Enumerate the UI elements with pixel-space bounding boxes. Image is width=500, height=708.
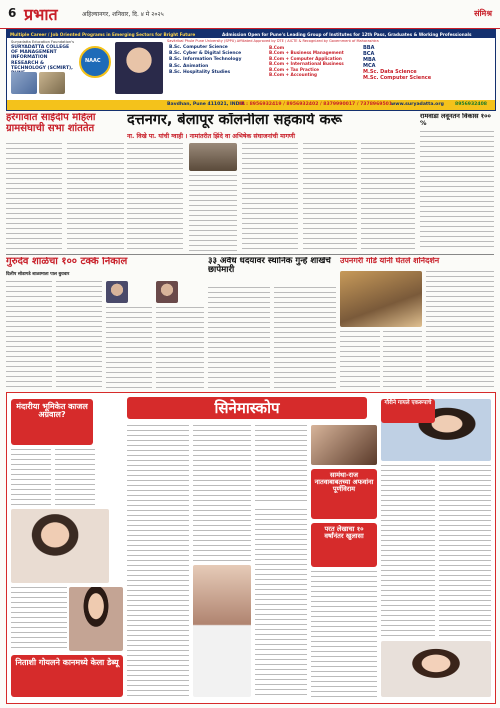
story-ramwada — [420, 113, 494, 251]
cinema-kajal-headline-box — [11, 399, 93, 445]
story-headline: गुरुदेव शाळेचा १०० टक्के निकाल — [6, 257, 128, 267]
ad-college-name: SURYADATTA COLLEGE OF MANAGEMENT INFORMATION RESEARCH & TECHNOLOGY (SCMIRT), — [11, 45, 73, 71]
main-headline: दत्तनगर, बेलापूर कॉलनीला सहकार्य करू — [127, 113, 342, 128]
cinema-gauri-headline-box — [381, 399, 435, 423]
ad-campus-photo-2 — [39, 72, 65, 94]
ad-affiliation: Savitribai Phule Pune University (SPPU) Affiliated Approved by DTE / AICTE & Recognized by Government of Maharashtra — [167, 39, 379, 43]
cinema-banner — [127, 397, 367, 419]
main-story-body — [189, 175, 237, 251]
actress-photo-nitashi — [69, 587, 123, 651]
story-body-text — [274, 287, 336, 389]
course-item: B.Com + Tax Practice — [269, 66, 320, 72]
ad-top-strip — [7, 30, 495, 38]
course-item: B.Sc. Computer Science — [169, 45, 228, 50]
story-body-text — [156, 307, 204, 389]
cinema-headline: सामंथा-राज नातवाबाबतच्या अफवांना पूर्णविराम — [314, 471, 374, 493]
ad-person-photo — [115, 42, 163, 94]
course-item: B.Sc. Cyber & Digital Science — [169, 51, 242, 57]
story-body-text — [381, 465, 435, 637]
cinema-headline: मंदारीया भूमिकेत काजल अग्रवाल? — [16, 402, 88, 420]
story-illegal-business — [208, 257, 336, 389]
naac-badge — [79, 46, 111, 78]
cinema-headline: परत लेखाचा १० वर्षांनंतर खुलासा — [324, 525, 364, 540]
main-story-body — [361, 143, 415, 251]
dateline: अहिल्यानगर, शनिवार, दि. ४ मे २०२५ — [82, 11, 164, 18]
ad-website: www.suryadatta.org — [391, 102, 444, 107]
story-body-text — [439, 465, 491, 637]
cinema-section — [6, 392, 496, 704]
course-item: M.Sc. Data Science — [363, 69, 417, 75]
story-body-text — [426, 271, 494, 389]
page-header — [0, 0, 500, 29]
cinema-banner-title: सिनेमास्कोप — [214, 399, 280, 417]
story-headline: उपनगरी गोंडे यांनी घेतले शनिदर्शन — [340, 257, 440, 265]
main-story-body — [303, 143, 357, 251]
course-item: B.Sc. Animation — [169, 63, 209, 69]
story-mahila-gramsangh — [6, 113, 124, 251]
story-body-text — [208, 287, 270, 389]
actress-photo-center — [193, 565, 251, 697]
student-photo — [156, 281, 178, 303]
course-item: MBA — [363, 57, 376, 63]
story-body-text — [255, 509, 307, 697]
course-item: BBA — [363, 45, 375, 51]
course-item: B.Com — [269, 45, 285, 50]
story-body-text — [55, 449, 95, 505]
cinema-headline: गौरीने गायले एकरूपाचे — [384, 400, 432, 406]
story-body-text — [340, 331, 380, 389]
story-headline: हरेगावात साईदीप महिला ग्रामसंघाची सभा शांततेत — [6, 113, 96, 134]
story-headline: ३३ अवैध धंदयांवर स्थानिक गुन्हे शाखेचे छापेमारी — [208, 257, 331, 276]
course-item: M.Sc. Computer Science — [363, 75, 432, 81]
ad-course-list-1 — [169, 45, 264, 76]
ad-strip-left: Multiple Career / Job Oriented Programs in Emerging Sectors for Bright Future — [10, 31, 196, 37]
story-body-text — [127, 425, 189, 697]
ad-course-list-3 — [363, 45, 491, 81]
story-headline: रामवाडा लवूनतन विकास १०० % — [420, 113, 491, 127]
main-subheadline: ना. विखे पा. यांची ग्वाही । नामांतरीत झिंदे वा अभिषेक संघाजनांची मागणी — [127, 133, 295, 141]
story-body-text — [11, 587, 67, 651]
story-body-text — [6, 281, 52, 389]
story-body-text — [67, 143, 124, 251]
cinema-samantha-headline-box — [311, 469, 377, 519]
ad-strip-right: Admission Open for Pune's Leading Group of Institutes for 12th Pass, Graduates & Working Professionals — [222, 31, 472, 37]
story-byline: दिलीप सोडागडे शाळामाता पाल बुधवार — [6, 271, 70, 277]
student-photo — [106, 281, 128, 303]
course-item: B.Com + Computer Application — [269, 55, 342, 61]
course-item: B.Com + Business Management — [269, 50, 344, 56]
ad-campus-photo — [11, 72, 37, 94]
story-body-text — [193, 425, 251, 561]
section-label: संमिश्र — [474, 9, 492, 18]
story-gurudev-body — [6, 281, 204, 389]
actress-photo-kajal — [11, 509, 109, 583]
cinema-headline: निताशी गोयलने कानमध्ये केला डेब्यू — [15, 658, 119, 667]
story-body-text — [420, 131, 494, 251]
main-story-body — [242, 143, 298, 251]
actress-photo-right — [381, 641, 491, 697]
main-story-body — [127, 143, 183, 251]
story-body-text — [106, 307, 152, 389]
story-body-text — [255, 425, 307, 505]
story-body-text — [6, 143, 62, 251]
ad-address: Bavdhan, Pune 411021, INDIA — [167, 102, 245, 107]
ad-contact-strip — [7, 100, 495, 110]
masthead-logo: प्रभात — [24, 5, 58, 24]
actor-photo-samantha — [311, 425, 377, 465]
course-item: B.Sc. Information Technology — [169, 57, 242, 63]
ad-foundation: Suryadatta Education Foundation's — [11, 40, 74, 44]
ad-whatsapp: 8956932408 — [455, 102, 487, 107]
college-advertisement — [6, 29, 496, 111]
course-item: B.Sc. Hospitality Studies — [169, 69, 231, 75]
story-body-text — [11, 449, 51, 505]
ad-phones: IN : 8956932419 / 8956932402 / 8379990017 / 7378969501 — [239, 102, 393, 107]
course-item: BCA — [363, 51, 375, 57]
ad-course-list-2 — [269, 45, 359, 77]
story-shanidarshan — [340, 257, 494, 389]
course-item: B.Com + Accounting — [269, 72, 317, 78]
event-photo — [340, 271, 422, 327]
story-body-text — [56, 281, 102, 389]
cinema-paratlekha-headline-box — [311, 523, 377, 567]
divider — [6, 254, 494, 255]
story-body-text — [383, 331, 422, 389]
reporter-photo — [189, 143, 237, 171]
course-item: MCA — [363, 63, 376, 69]
cinema-nitashi-headline-box — [11, 655, 123, 697]
story-body-text — [311, 571, 377, 697]
story-main-dattanagar — [127, 113, 415, 251]
naac-label: NAAC — [85, 58, 101, 64]
course-item: B.Com + International Business — [269, 61, 344, 67]
page-number: 6 — [8, 6, 17, 20]
